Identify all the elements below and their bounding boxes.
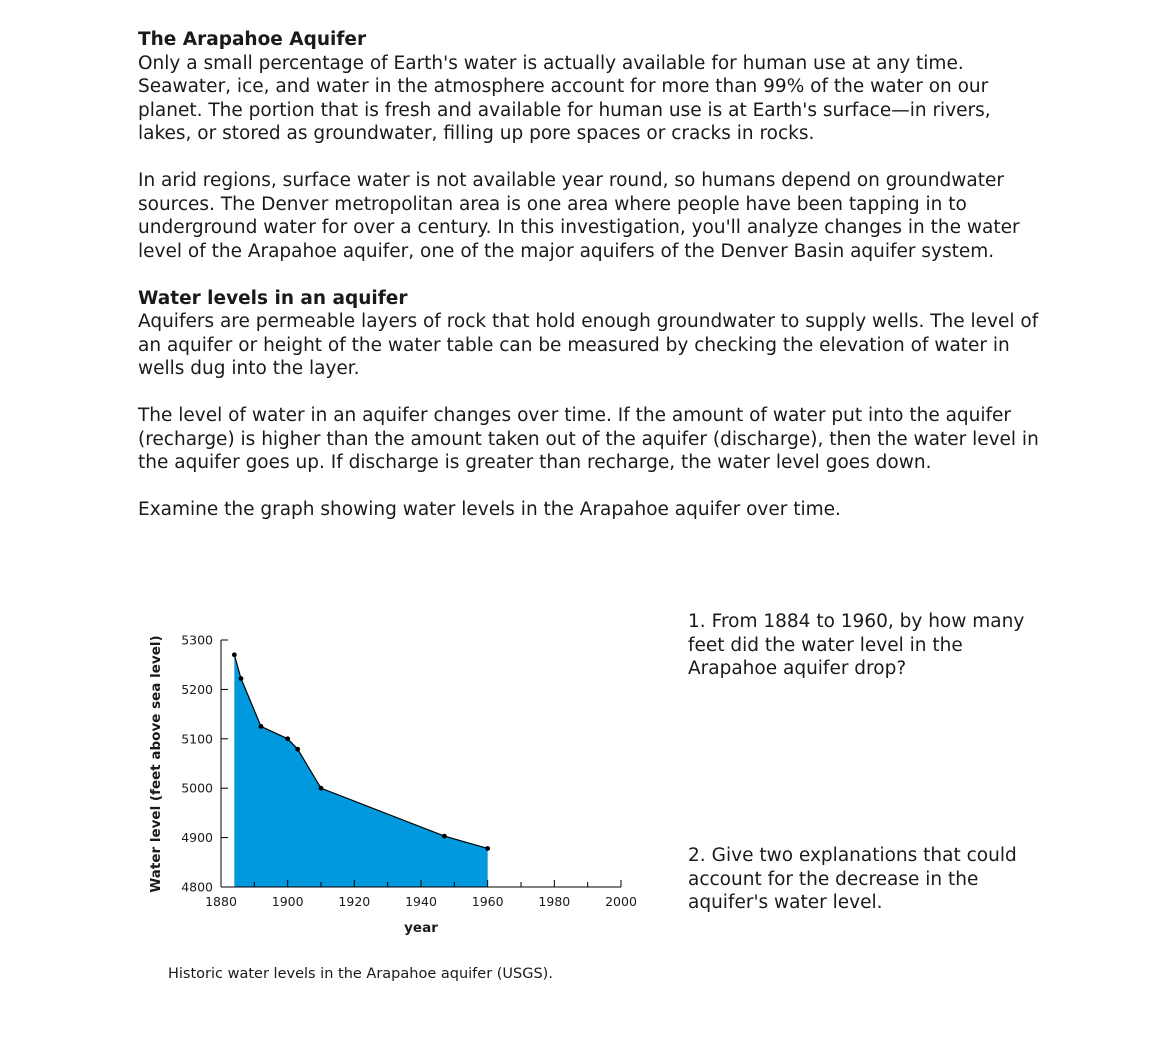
question-1-number: 1.	[688, 611, 706, 632]
y-axis-label: Water level (feet above sea level)	[148, 635, 164, 893]
water-level-area	[234, 655, 487, 887]
data-point-1900	[285, 736, 290, 741]
data-point-1892	[259, 724, 264, 729]
data-point-1947	[442, 834, 447, 839]
x-tick-label-1980: 1980	[538, 894, 571, 909]
question-2	[688, 844, 1028, 915]
article-body	[138, 28, 1043, 545]
section-paragraph-2: The level of water in an aquifer changes over time. If the amount of water put into the aquifer (recharge) is higher than the amount taken out of the aquifer (discharge), then the water level in the aquifer goes up. If discharge is greater than recharge, the water level goes down.	[138, 405, 1039, 473]
x-tick-label-1900: 1900	[271, 894, 304, 909]
data-point-1886	[239, 676, 244, 681]
y-tick-label-4800: 4800	[181, 879, 213, 895]
question-1	[688, 610, 1028, 681]
question-2-number: 2.	[688, 845, 706, 866]
question-1-text: From 1884 to 1960, by how many feet did the water level in the Arapahoe aquifer drop?	[688, 611, 1025, 679]
y-tick-label-4900: 4900	[181, 830, 213, 846]
data-point-1884	[232, 652, 237, 657]
y-tick-label-5100: 5100	[181, 731, 213, 747]
section-paragraph-1: Aquifers are permeable layers of rock that hold enough groundwater to supply wells. The level of an aquifer or height of the water table can be measured by checking the elevation of water in wells dug into the layer.	[138, 311, 1039, 379]
y-tick-label-5300: 5300	[181, 632, 213, 648]
data-point-1910	[319, 786, 324, 791]
x-axis-label: year	[404, 920, 438, 936]
data-point-1903	[295, 747, 300, 752]
intro-paragraph-1: Only a small percentage of Earth's water is actually available for human use at any time. Seawater, ice, and water in the atmosphere account for more than 99% of the water on our planet. The portion that is fresh and available for human use is at Earth's surface—in rivers, lakes, or stored as groundwater, filling up pore spaces or cracks in rocks.	[138, 52, 991, 144]
chart-svg	[140, 618, 660, 958]
data-point-1960	[485, 846, 490, 851]
x-tick-label-2000: 2000	[605, 894, 637, 909]
x-tick-label-1880: 1880	[205, 894, 237, 909]
water-level-chart	[140, 618, 660, 998]
y-tick-label-5200: 5200	[181, 681, 213, 697]
y-tick-label-5000: 5000	[181, 780, 213, 796]
intro-paragraph-2: In arid regions, surface water is not available year round, so humans depend on groundwater sources. The Denver metropolitan area is one area where people have been tapping in to underground water for over a century. In this investigation, you'll analyze changes in the water level of the Arapahoe aquifer, one of the major aquifers of the Denver Basin aquifer system.	[138, 170, 1020, 262]
article-title: The Arapahoe Aquifer	[138, 29, 367, 50]
x-tick-label-1940: 1940	[405, 894, 437, 909]
graph-prompt: Examine the graph showing water levels in the Arapahoe aquifer over time.	[138, 499, 841, 520]
question-2-text: Give two explanations that could account for the decrease in the aquifer's water level.	[688, 845, 1017, 913]
plot-layer	[181, 633, 637, 910]
x-tick-label-1920: 1920	[338, 894, 371, 909]
section-heading: Water levels in an aquifer	[138, 287, 408, 309]
x-tick-label-1960: 1960	[471, 894, 504, 909]
chart-caption: Historic water levels in the Arapahoe aquifer (USGS).	[168, 966, 553, 982]
